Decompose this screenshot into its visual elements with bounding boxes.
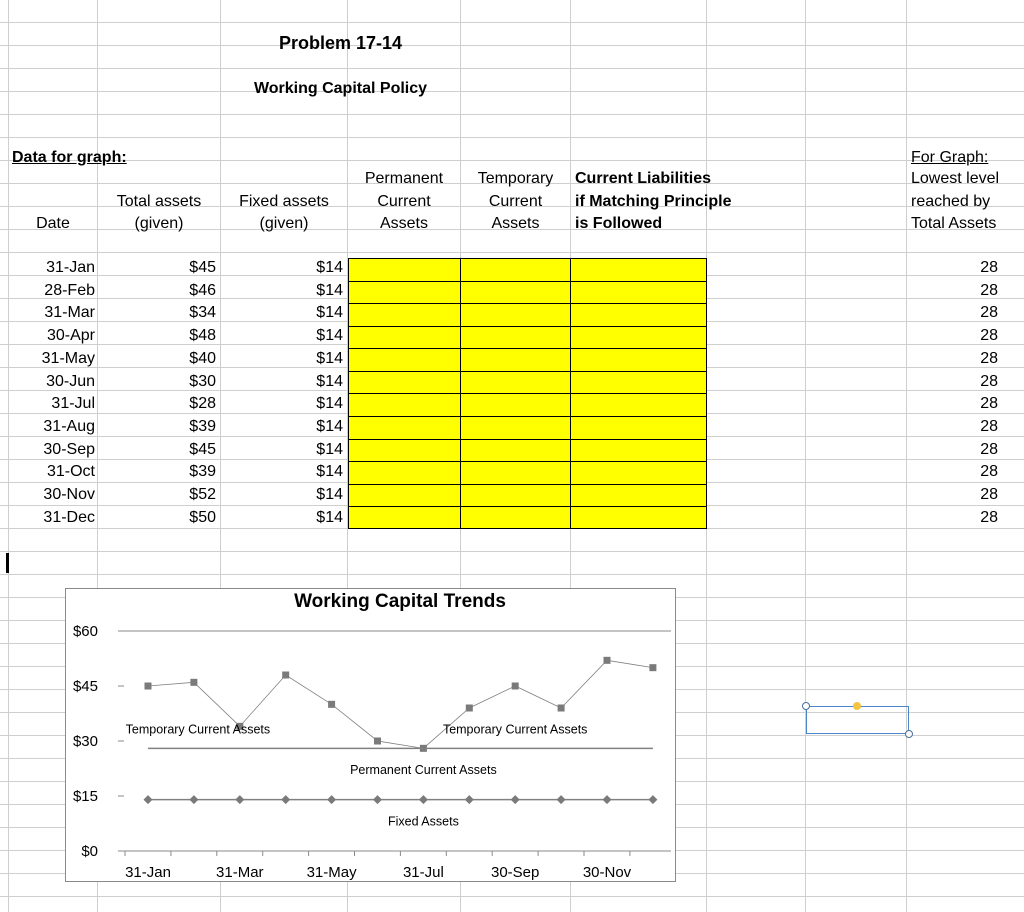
header-current-liabilities: Current Liabilities (575, 170, 712, 187)
x-tick-label: 31-Jan (125, 864, 171, 881)
problem-title: Problem 17-14 (278, 33, 403, 53)
data-point-total-assets (282, 672, 289, 679)
cell-date[interactable]: 31-Jan (46, 259, 95, 276)
data-point-fixed-assets (327, 795, 336, 804)
data-point-total-assets (145, 683, 152, 690)
y-tick-label: $0 (81, 843, 98, 860)
chart-annotation: Temporary Current Assets (125, 722, 271, 737)
header-temporary: Temporary (477, 170, 554, 187)
chart-annotation: Permanent Current Assets (350, 763, 497, 777)
cell-lowest-level[interactable]: 28 (980, 349, 998, 367)
y-tick-label: $15 (72, 788, 98, 805)
chart-annotation: Temporary Current Assets (442, 722, 588, 737)
header-lowest-level: Lowest level (911, 170, 1000, 187)
data-for-graph-label: Data for graph: (12, 149, 127, 166)
cell-fixed-assets[interactable]: $14 (316, 508, 343, 526)
cell-date[interactable]: 31-Aug (43, 417, 95, 435)
yellow-cell-border (348, 303, 707, 304)
cell-fixed-assets[interactable]: $14 (316, 417, 343, 435)
yellow-cell-border (348, 416, 707, 417)
header-temporary-current: Current (488, 193, 543, 210)
cell-lowest-level[interactable]: 28 (980, 508, 998, 526)
data-point-fixed-assets (419, 795, 428, 804)
yellow-cell-border (348, 393, 707, 394)
cell-lowest-level[interactable]: 28 (980, 281, 998, 299)
cell-total-assets[interactable]: $40 (189, 349, 216, 367)
header-permanent-assets: Assets (379, 215, 428, 232)
resize-handle-top-left[interactable] (802, 702, 810, 710)
cell-total-assets[interactable]: $39 (189, 417, 216, 435)
header-date: Date (36, 215, 70, 232)
cell-fixed-assets[interactable]: $14 (316, 304, 343, 322)
cell-date[interactable]: 28-Feb (44, 281, 95, 299)
text-cursor-marker (6, 553, 9, 573)
header-fixed-assets-given: (given) (259, 215, 309, 232)
yellow-cell-border (348, 326, 707, 327)
x-tick-label: 30-Sep (491, 864, 540, 881)
cell-fixed-assets[interactable]: $14 (316, 395, 343, 413)
cell-lowest-level[interactable]: 28 (980, 486, 998, 503)
cell-total-assets[interactable]: $50 (189, 508, 216, 526)
cell-date[interactable]: 31-Dec (43, 508, 95, 526)
cell-date[interactable]: 31-Mar (44, 304, 95, 322)
yellow-cell-border (348, 281, 707, 282)
data-point-total-assets (466, 705, 473, 712)
chart-title: Working Capital Trends (294, 591, 506, 612)
data-point-fixed-assets (603, 795, 612, 804)
yellow-cell-border (348, 506, 707, 507)
cell-lowest-level[interactable]: 28 (980, 259, 998, 276)
cell-total-assets[interactable]: $28 (189, 395, 216, 413)
header-matching-principle: if Matching Principle (575, 193, 732, 210)
header-total-assets-graph: Total Assets (911, 215, 997, 232)
chart-svg (66, 589, 675, 881)
cell-lowest-level[interactable]: 28 (980, 395, 998, 413)
cell-date[interactable]: 30-Sep (43, 440, 95, 458)
cell-total-assets[interactable]: $48 (189, 327, 216, 345)
cell-date[interactable]: 30-Nov (43, 486, 95, 503)
data-point-fixed-assets (465, 795, 474, 804)
cell-total-assets[interactable]: $46 (189, 281, 216, 299)
yellow-cell-border (348, 348, 707, 349)
subtitle: Working Capital Policy (253, 80, 428, 97)
cell-date[interactable]: 31-Oct (46, 463, 95, 481)
cell-total-assets[interactable]: $52 (189, 486, 216, 503)
x-tick-label: 31-May (306, 864, 357, 881)
header-total-assets-given: (given) (134, 215, 184, 232)
data-point-fixed-assets (189, 795, 198, 804)
data-point-total-assets (190, 679, 197, 686)
yellow-cell-border (348, 461, 707, 462)
x-tick-label: 30-Nov (582, 864, 632, 881)
data-point-fixed-assets (144, 795, 153, 804)
y-tick-label: $30 (72, 733, 98, 750)
data-point-total-assets (328, 701, 335, 708)
header-permanent-current: Current (377, 193, 431, 210)
data-point-fixed-assets (511, 795, 520, 804)
data-point-fixed-assets (648, 795, 657, 804)
cell-fixed-assets[interactable]: $14 (316, 327, 343, 345)
header-reached-by: reached by (911, 193, 991, 210)
data-point-total-assets (649, 664, 656, 671)
rotate-handle[interactable] (853, 702, 861, 710)
y-tick-label: $60 (72, 623, 98, 640)
cell-total-assets[interactable]: $45 (189, 440, 216, 458)
cell-date[interactable]: 30-Jun (46, 372, 95, 390)
header-permanent: Permanent (364, 170, 444, 187)
cell-lowest-level[interactable]: 28 (980, 463, 998, 481)
data-point-total-assets (604, 657, 611, 664)
cell-lowest-level[interactable]: 28 (980, 327, 998, 345)
cell-fixed-assets[interactable]: $14 (316, 372, 343, 390)
yellow-cell-border (348, 371, 707, 372)
data-point-fixed-assets (281, 795, 290, 804)
cell-total-assets[interactable]: $45 (189, 259, 216, 276)
cell-total-assets[interactable]: $39 (189, 463, 216, 481)
data-point-total-assets (558, 705, 565, 712)
selected-text-box[interactable] (806, 706, 909, 734)
cell-lowest-level[interactable]: 28 (980, 372, 998, 390)
cell-total-assets[interactable]: $34 (189, 304, 216, 322)
cell-fixed-assets[interactable]: $14 (316, 486, 343, 503)
data-point-total-assets (374, 738, 381, 745)
cell-lowest-level[interactable]: 28 (980, 440, 998, 458)
yellow-cell-border (348, 439, 707, 440)
data-point-fixed-assets (235, 795, 244, 804)
data-point-total-assets (512, 683, 519, 690)
resize-handle-bottom-right[interactable] (905, 730, 913, 738)
cell-date[interactable]: 30-Apr (46, 327, 95, 345)
cell-date[interactable]: 31-May (41, 349, 95, 367)
header-is-followed: is Followed (575, 215, 663, 232)
y-tick-label: $45 (72, 678, 98, 695)
cell-date[interactable]: 31-Jul (51, 395, 95, 413)
header-for-graph: For Graph: (911, 149, 989, 166)
chart-annotation: Fixed Assets (387, 814, 459, 829)
header-temporary-assets: Assets (491, 215, 540, 232)
data-point-fixed-assets (557, 795, 566, 804)
cell-lowest-level[interactable]: 28 (980, 417, 998, 435)
yellow-cell-border (348, 484, 707, 485)
cell-lowest-level[interactable]: 28 (980, 304, 998, 322)
x-tick-label: 31-Mar (216, 864, 264, 881)
x-tick-label: 31-Jul (402, 864, 444, 881)
header-fixed-assets: Fixed assets (239, 193, 329, 210)
cell-fixed-assets[interactable]: $14 (316, 463, 343, 481)
cell-total-assets[interactable]: $30 (189, 372, 216, 390)
data-point-fixed-assets (373, 795, 382, 804)
cell-fixed-assets[interactable]: $14 (316, 281, 343, 299)
working-capital-chart[interactable] (65, 588, 676, 882)
cell-fixed-assets[interactable]: $14 (316, 349, 343, 367)
header-total-assets: Total assets (116, 193, 202, 210)
cell-fixed-assets[interactable]: $14 (316, 259, 343, 276)
cell-fixed-assets[interactable]: $14 (316, 440, 343, 458)
